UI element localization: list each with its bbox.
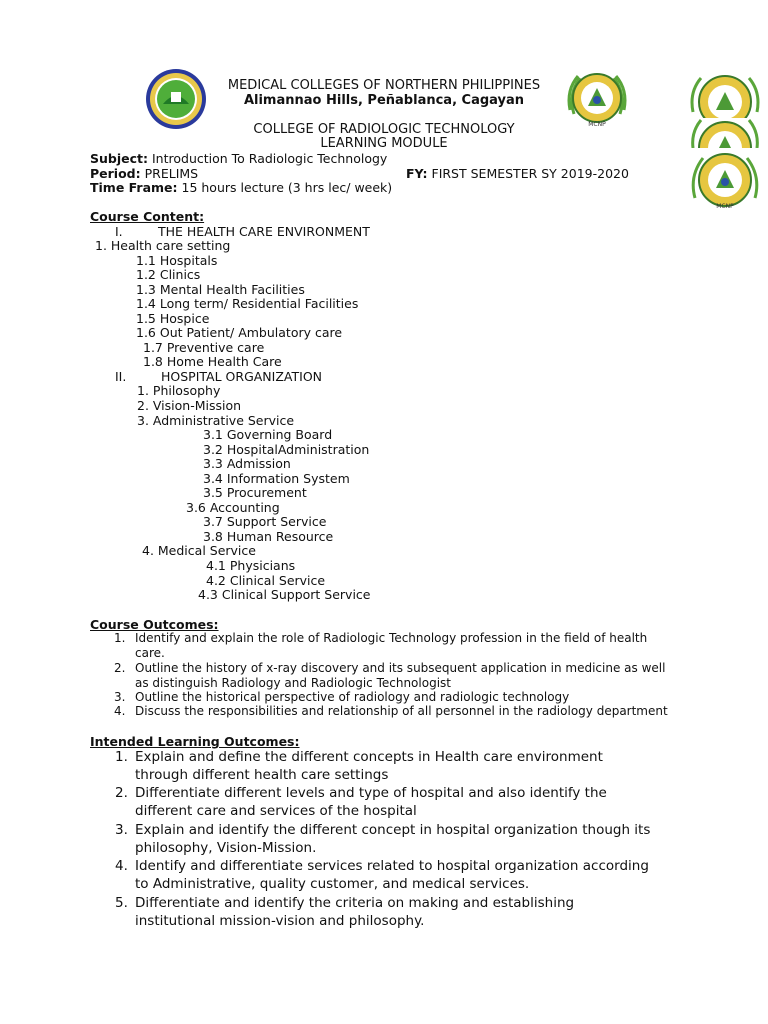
list-item: 1.3 Mental Health Facilities [136, 282, 305, 297]
list-item: 3.3 Admission [203, 456, 291, 471]
ilo-number: 2. [115, 785, 128, 801]
period-label: Period: [90, 166, 141, 181]
section-2-title: HOSPITAL ORGANIZATION [161, 369, 323, 384]
list-item: 1.6 Out Patient/ Ambulatory care [136, 325, 343, 340]
subject-label: Subject: [90, 151, 148, 166]
svg-text:MCNP: MCNP [716, 203, 734, 210]
ilo-heading: Intended Learning Outcomes: [90, 734, 300, 749]
outcome-item: Identify and explain the role of Radiologic Technology profession in the field of health care. [135, 631, 648, 660]
list-item: 3.7 Support Service [203, 514, 327, 529]
health-care-setting-item: 1. Health care setting [95, 238, 231, 253]
radtech-seal-stack-2-logo [689, 118, 761, 148]
outcome-number: 4. [114, 704, 126, 718]
period-value: PRELIMS [144, 166, 199, 181]
list-item: 3.6 Accounting [186, 500, 280, 515]
fy-value: FIRST SEMESTER SY 2019-2020 [431, 166, 629, 181]
ilo-number: 3. [115, 822, 128, 838]
ilo-item: Differentiate and identify the criteria on making and establishing institutional mission-vision and philosophy. [135, 895, 575, 929]
ilo-item: Identify and differentiate services related to hospital organization according to Administrative, quality customer, and medical services. [135, 858, 649, 892]
ilo-item: Explain and identify the different concept in hospital organization though its philosophy, Vision-Mission. [135, 822, 651, 856]
list-item: 3.1 Governing Board [203, 427, 333, 442]
list-item: 3.5 Procurement [203, 485, 307, 500]
ilo-item: Differentiate different levels and type of hospital and also identify the different care and services of the hospital [135, 785, 607, 819]
radtech-seal-stack-3-logo [689, 150, 761, 210]
radtech-seal-stack-1-logo [689, 72, 761, 118]
subject-line [90, 151, 387, 166]
timeframe-label: Time Frame: [90, 180, 178, 195]
institution-address: Alimannao Hills, Peñablanca, Cagayan [243, 93, 525, 108]
list-item: 1.1 Hospitals [136, 253, 218, 268]
fy-label: FY: [406, 166, 428, 181]
institution-name: MEDICAL COLLEGES OF NORTHERN PHILIPPINES [227, 78, 541, 93]
ilo-number: 5. [115, 895, 128, 911]
ilo-number: 1. [115, 749, 128, 765]
list-item: 1.2 Clinics [136, 267, 201, 282]
period-line [90, 166, 198, 181]
ilo-item: Explain and define the different concepts in Health care environment through different health care settings [135, 749, 603, 783]
list-item: 1. Philosophy [137, 383, 221, 398]
list-item: 1.7 Preventive care [143, 340, 265, 355]
list-item: 3.8 Human Resource [203, 529, 334, 544]
course-content-heading: Course Content: [90, 209, 205, 224]
outcome-item: Discuss the responsibilities and relationship of all personnel in the radiology department [135, 704, 668, 718]
list-item: 3.4 Information System [203, 471, 350, 486]
timeframe-value: 15 hours lecture (3 hrs lec/ week) [181, 180, 393, 195]
list-item: 4.3 Clinical Support Service [198, 587, 371, 602]
list-item: 3.2 HospitalAdministration [203, 442, 370, 457]
outcome-number: 3. [114, 690, 126, 704]
section-2-number: II. [115, 369, 127, 384]
section-1-title: THE HEALTH CARE ENVIRONMENT [158, 224, 370, 239]
list-item: 4.1 Physicians [206, 558, 296, 573]
medical-service-item: 4. Medical Service [142, 543, 256, 558]
ilo-number: 4. [115, 858, 128, 874]
outcome-item: Outline the historical perspective of radiology and radiologic technology [135, 690, 570, 704]
fy-line [406, 166, 629, 181]
outcome-number: 1. [114, 631, 126, 645]
list-item: 1.8 Home Health Care [143, 354, 282, 369]
list-item: 3. Administrative Service [137, 413, 295, 428]
svg-text:MCNP: MCNP [588, 121, 606, 128]
outcome-item: Outline the history of x-ray discovery and its subsequent application in medicine as well as distinguish Radiology and Radiologic Technologist [135, 661, 666, 690]
list-item: 1.5 Hospice [136, 311, 210, 326]
list-item: 1.4 Long term/ Residential Facilities [136, 296, 359, 311]
outcome-number: 2. [114, 661, 126, 675]
section-1-number: I. [115, 224, 123, 239]
college-name: COLLEGE OF RADIOLOGIC TECHNOLOGY [253, 122, 515, 137]
subject-value: Introduction To Radiologic Technology [151, 151, 388, 166]
list-item: 2. Vision-Mission [137, 398, 242, 413]
module-title: LEARNING MODULE [320, 136, 448, 151]
timeframe-line [90, 180, 392, 195]
course-outcomes-heading: Course Outcomes: [90, 617, 219, 632]
list-item: 4.2 Clinical Service [206, 573, 326, 588]
